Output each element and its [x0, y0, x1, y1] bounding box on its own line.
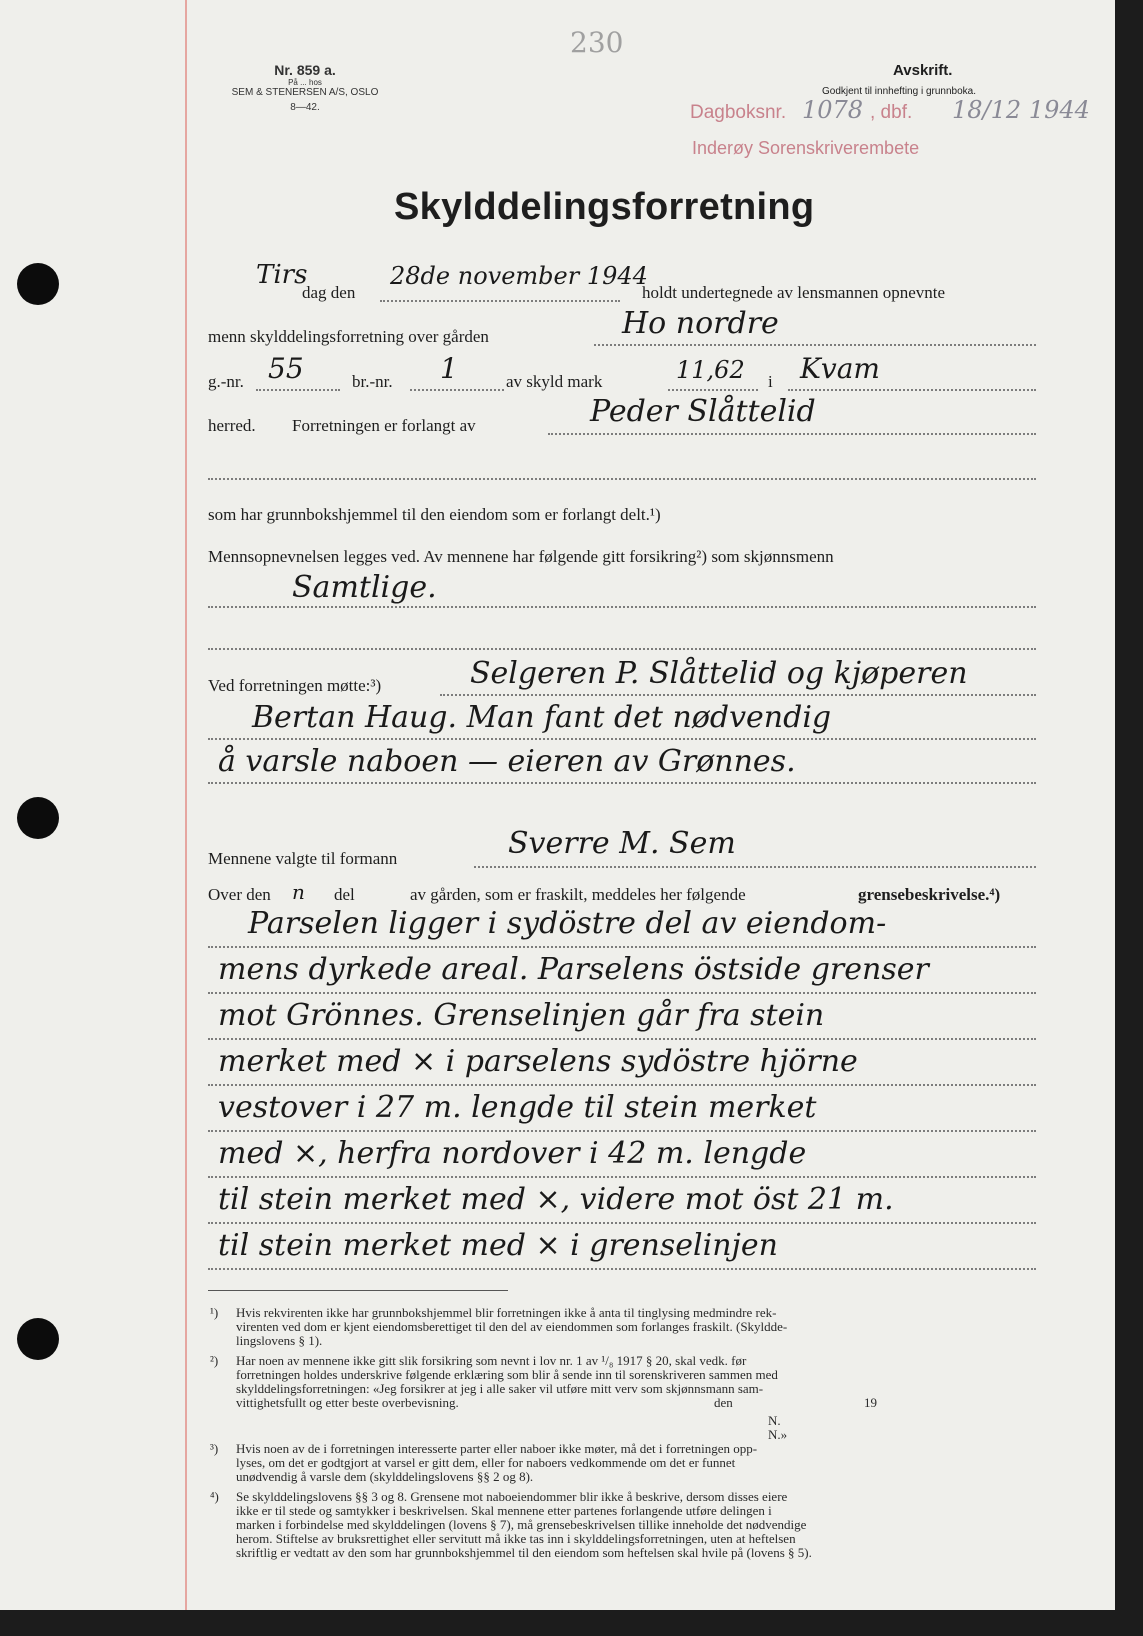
- footnote-line: forretningen holdes underskrive følgende erklæring som blir å sende inn til sorenskriveren sammen med: [236, 1367, 778, 1382]
- footnote-nn: N. N.»: [768, 1413, 788, 1442]
- over-label: Over den: [208, 885, 271, 904]
- fill-line: [594, 344, 1036, 346]
- met-line: Bertan Haug. Man fant det nødvendig: [252, 700, 832, 735]
- fill-line: [788, 389, 1036, 391]
- footnote-line: Har noen av mennene ikke gitt slik forsikring som nevnt i lov nr. 1 av ¹/₈ 1917 § 20, skal vedk. før: [236, 1353, 747, 1368]
- dagboknr-value: 1078: [802, 96, 864, 124]
- printer-line: På ... hos: [288, 78, 322, 87]
- footnote-3: [210, 1441, 758, 1484]
- i-label: i: [768, 372, 773, 391]
- footnote-line: ikke er til stede og samtykker i beskrivelsen. Skal mennene etter partenes forlangende utføre delingen i: [236, 1503, 772, 1518]
- footnote-marker: ³): [210, 1441, 219, 1456]
- appointment-line: Mennsopnevnelsen legges ved. Av mennene har følgende gitt forsikring²) som skjønnsmenn: [208, 547, 834, 566]
- fill-line: [256, 389, 340, 391]
- footnote-marker: ⁴): [210, 1489, 219, 1504]
- stamp-approval: Godkjent til innhefting i grunnboka.: [822, 86, 976, 97]
- footnote-line: skylddelingsforretningen: «Jeg forsikrer at jeg i alle saker vil utføre mitt verv som skjønnsmann sam-: [236, 1381, 764, 1396]
- fill-line: [208, 1222, 1036, 1224]
- farm-value: Ho nordre: [622, 306, 779, 341]
- farm-label: menn skylddelingsforretning over gården: [208, 327, 489, 346]
- owner-line: som har grunnbokshjemmel til den eiendom som er forlangt delt.¹): [208, 505, 661, 524]
- footnote-line: virenten ved dom er kjent eiendomsberettiget til den del av eiendommen som forlanges fraskilt. (Skyldde-: [236, 1319, 788, 1334]
- footnote-line: vittighetsfullt og etter beste overbevisning.: [236, 1395, 459, 1410]
- fill-line: [208, 782, 1036, 784]
- printer-line: 8—42.: [290, 102, 320, 113]
- municipality-value: Kvam: [800, 352, 880, 385]
- footnote-line: herom. Stiftelse av bruksrettighet eller servitutt må ikke tas inn i skylddelingsforretningen, uten at heftelsen: [236, 1531, 796, 1546]
- boundary-intro: av gården, som er fraskilt, meddeles her følgende: [410, 885, 746, 904]
- footnote-4: [210, 1489, 812, 1560]
- over-fill: n: [292, 880, 305, 904]
- fill-line: [208, 1130, 1036, 1132]
- footnote-2: [210, 1353, 877, 1442]
- fill-line: [208, 946, 1036, 948]
- boundary-line: til stein merket med × i grenselinjen: [218, 1228, 778, 1263]
- fill-line: [208, 1176, 1036, 1178]
- boundary-line: merket med × i parselens sydöstre hjörne: [218, 1044, 858, 1079]
- day-label: dag den: [302, 283, 356, 302]
- punch-hole: [17, 1318, 59, 1360]
- stamp-title: Avskrift.: [893, 62, 953, 79]
- skyld-value: 11,62: [676, 356, 745, 384]
- footnote-line: unødvendig å varsle dem (skylddelingslovens §§ 2 og 8).: [236, 1469, 534, 1484]
- bnr-label: br.-nr.: [352, 372, 393, 391]
- footnote-marker: ²): [210, 1353, 219, 1368]
- gnr-value: 55: [268, 352, 304, 385]
- boundary-heading: grensebeskrivelse.⁴): [858, 885, 1001, 904]
- fill-line: [208, 1038, 1036, 1040]
- footnote-line: skriftlig er vedtatt av den som har grunnbokshjemmel til den eiendom som heftelsen skal hvile på (lovens § 5).: [236, 1545, 812, 1560]
- fill-line: [208, 478, 1036, 480]
- dbf-date: 18/12 1944: [952, 96, 1090, 124]
- boundary-line: mens dyrkede areal. Parselens östside grenser: [218, 952, 929, 987]
- del-label: del: [334, 885, 355, 904]
- footnote-line: Hvis rekvirenten ikke har grunnbokshjemmel blir forretningen ikke å anta til tinglysing medmindre rek-: [236, 1305, 777, 1320]
- skyld-label: av skyld mark: [506, 372, 603, 391]
- met-line: Selgeren P. Slåttelid og kjøperen: [470, 656, 968, 691]
- appraisers-value: Samtlige.: [292, 570, 437, 605]
- boundary-line: med ×, herfra nordover i 42 m. lengde: [218, 1136, 807, 1171]
- fill-line: [380, 300, 620, 302]
- footnote-line: Se skylddelingslovens §§ 3 og 8. Grensene mot naboeiendommer blir ikke å beskrive, dersom disses eiere: [236, 1489, 788, 1504]
- boundary-line: til stein merket med ×, videre mot öst 21 m.: [218, 1182, 894, 1217]
- page-number: 230: [570, 26, 624, 59]
- margin-line: [185, 0, 187, 1610]
- day-value: Tirs: [256, 260, 308, 290]
- requester-value: Peder Slåttelid: [590, 394, 816, 429]
- document-title: Skylddelingsforretning: [394, 186, 815, 228]
- fill-line: [440, 694, 1036, 696]
- footnote-line: Hvis noen av de i forretningen interesserte parter eller naboer ikke møter, må det i forretningen opp-: [236, 1441, 758, 1456]
- herred-label: herred.: [208, 416, 256, 435]
- met-label: Ved forretningen møtte:³): [208, 676, 382, 695]
- fill-line: [474, 866, 1036, 868]
- boundary-line: Parselen ligger i sydöstre del av eiendom-: [248, 906, 887, 941]
- punch-hole: [17, 263, 59, 305]
- fill-line: [208, 1084, 1036, 1086]
- stamp-office: Inderøy Sorenskriverembete: [692, 138, 920, 158]
- printer-imprint: [205, 62, 405, 113]
- fill-line: [208, 738, 1036, 740]
- fill-line: [208, 648, 1036, 650]
- chair-label: Mennene valgte til formann: [208, 849, 398, 868]
- footnote-line: lingslovens § 1).: [236, 1333, 323, 1348]
- footnote-year: 19: [864, 1395, 877, 1410]
- boundary-line: mot Grönnes. Grenselinjen går fra stein: [218, 998, 825, 1033]
- footnote-line: marken i forbindelse med skylddelingen (lovens § 7), må grensebeskrivelsen tillike inneholde det nødvendige: [236, 1517, 807, 1532]
- chair-value: Sverre M. Sem: [508, 826, 736, 861]
- fill-line: [208, 992, 1036, 994]
- fill-line: [208, 1268, 1036, 1270]
- fill-line: [548, 433, 1036, 435]
- footnote-rule: [208, 1290, 508, 1291]
- bnr-value: 1: [440, 352, 458, 385]
- met-line: å varsle naboen — eieren av Grønnes.: [218, 744, 796, 779]
- intro-text: holdt undertegnede av lensmannen opnevnte: [642, 283, 946, 302]
- footnote-den: den: [714, 1395, 733, 1410]
- fill-line: [668, 389, 758, 391]
- dagboknr-label: Dagboksnr.: [690, 102, 787, 123]
- punch-hole: [17, 797, 59, 839]
- footnote-1: [210, 1305, 788, 1348]
- requested-label: Forretningen er forlangt av: [292, 416, 476, 435]
- printer-line: SEM & STENERSEN A/S, OSLO: [231, 87, 379, 98]
- gnr-label: g.-nr.: [208, 372, 244, 391]
- form-number: Nr. 859 a.: [274, 62, 336, 78]
- date-value: 28de november 1944: [390, 262, 648, 290]
- fill-line: [410, 389, 504, 391]
- fill-line: [208, 606, 1036, 608]
- dbf-label: , dbf.: [870, 102, 913, 123]
- footnote-line: lyses, om det er godtgjort at varsel er gitt dem, eller for naboers vedkommende om det er funnet: [236, 1455, 736, 1470]
- footnote-marker: ¹): [210, 1305, 219, 1320]
- boundary-line: vestover i 27 m. lengde til stein merket: [218, 1090, 817, 1125]
